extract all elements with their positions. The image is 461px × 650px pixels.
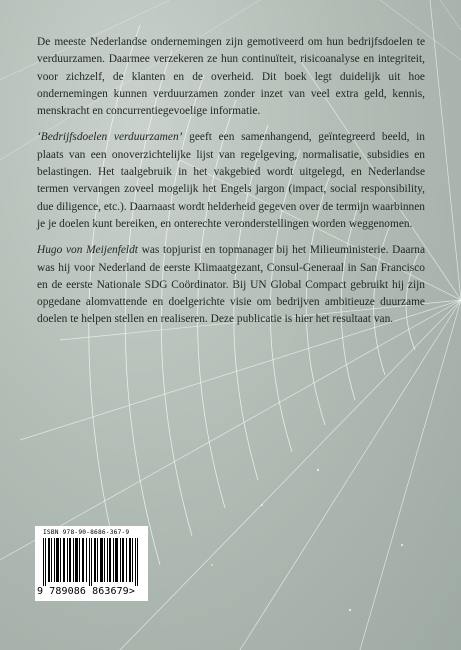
author-bio-text: was topjurist en topmanager bij het Milieuministerie. Daarna was hij voor Nederland de eerste Klimaatgezant, Consul-Generaal in San Francisco en de eerste Nationale SDG Coördinator. Bij UN Global Compact gebruikt hij zijn opgedane alomvattende en doelgerichte visie om bedrijven ambitieuze duurzame doelen te helpen stellen en realiseren. Deze publicatie is hier het resultaat van. (37, 244, 426, 326)
barcode-number: 9 789086 863679 (37, 586, 129, 597)
isbn-barcode (35, 526, 148, 601)
book-summary-text: geeft een samenhangend, geïntegreerd beeld, in plaats van een onoverzichtelijke lijst van regelgeving, normalisatie, subsidies en belastingen. Het taalgebruik in het vakgebied wordt uitgelegd, en Nederlandse termen vervangen zoveel mogelijk het Engels jargon (impact, social responsibility, due diligence, etc.). Daarnaast wordt helderheid gegeven over de termijn waarbinnen je je doelen kunt bereiken, en onterechte veronderstellingen worden weggenomen. (37, 131, 425, 230)
intro-paragraph: De meeste Nederlandse ondernemingen zijn gemotiveerd om hun bedrijfsdoelen te verduurzamen. Daarmee verzekeren ze hun continuïteit, risicoanalyse en integriteit, voor zichzelf, de klanten en de overheid. Dit boek legt duidelijk uit hoe ondernemingen kunnen verduurzamen zonder inzet van veel extra geld, kennis, menskracht en concurrentiegevoelige informatie. (37, 36, 425, 118)
back-cover-text (37, 34, 425, 338)
barcode-bars (43, 538, 141, 586)
book-title: ‘Bedrijfsdoelen verduurzamen’ (37, 131, 183, 144)
barcode-digits (37, 586, 147, 597)
author-bio-paragraph (37, 242, 425, 328)
book-summary-paragraph (37, 129, 425, 233)
barcode-quiet-zone-mark: > (128, 586, 135, 597)
author-name: Hugo von Meijenfeldt (37, 244, 138, 257)
isbn-label: ISBN 978-90-8686-367-9 (43, 529, 130, 536)
